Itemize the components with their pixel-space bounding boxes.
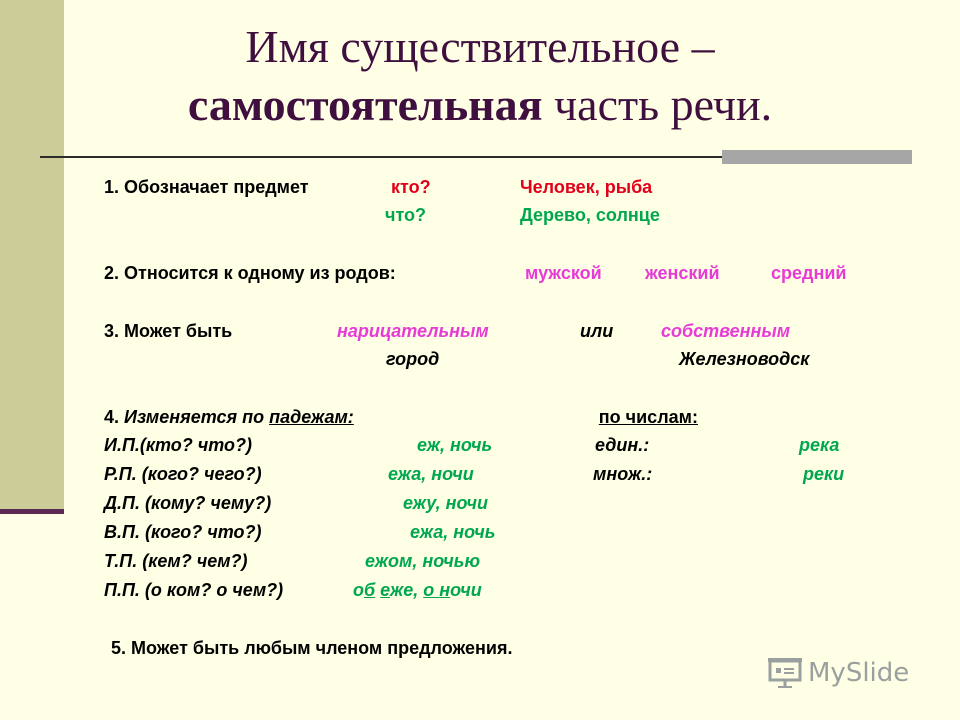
prep-part-d: е (380, 580, 390, 600)
common-noun-term: нарицательным (337, 321, 489, 341)
number-singular: един.: (595, 435, 650, 455)
proper-noun-example: Железноводск (679, 349, 810, 369)
case-genitive-example: ежа, ночи (388, 464, 474, 484)
presentation-board-icon (768, 658, 802, 688)
number-plural: множ.: (593, 464, 653, 484)
case-prepositional: П.П. (о ком? о чем?) (104, 580, 284, 600)
title-rest: часть речи. (542, 79, 773, 130)
divider-accent (722, 150, 912, 164)
point4-number: 4. (104, 407, 125, 427)
gender-neuter: средний (771, 263, 847, 283)
number-singular-example: река (799, 435, 840, 455)
title-bold-word: самостоятельная (187, 79, 543, 130)
case-genitive: Р.П. (кого? чего?) (104, 464, 262, 484)
myslide-watermark (768, 656, 909, 690)
point1-question-who: кто? (391, 177, 431, 197)
point1-question-what: что? (385, 205, 427, 225)
point4-changes: Изменяется по (124, 407, 270, 427)
prep-part-e: же, (389, 580, 424, 600)
point4-header (104, 406, 824, 428)
case-accusative-example: ежа, ночь (410, 522, 496, 542)
case-prepositional-example (353, 579, 482, 601)
point1-example-who: Человек, рыба (520, 177, 653, 197)
or-word: или (580, 321, 614, 341)
proper-noun-term: собственным (661, 321, 791, 341)
number-plural-example: реки (803, 464, 845, 484)
point5-label: 5. Может быть любым членом предложения. (111, 638, 513, 658)
case-instrumental: Т.П. (кем? чем?) (104, 551, 248, 571)
case-accusative: В.П. (кого? что?) (104, 522, 262, 542)
case-dative: Д.П. (кому? чему?) (104, 493, 272, 513)
prep-part-a: о (353, 580, 364, 600)
decorative-sidebar (0, 0, 64, 512)
watermark-text: MySlide (808, 658, 910, 688)
case-dative-example: ежу, ночи (403, 493, 489, 513)
prep-part-f: о (423, 580, 435, 600)
prep-part-h: н (439, 580, 451, 600)
point3-label: 3. Может быть (104, 321, 233, 341)
common-noun-example: город (386, 349, 440, 369)
point2-label: 2. Относится к одному из родов: (104, 263, 396, 283)
sidebar-cap-line (0, 509, 64, 514)
title-line-1: Имя существительное – (245, 21, 715, 72)
point1-label: 1. Обозначает предмет (104, 177, 309, 197)
prep-part-b: б (364, 580, 376, 600)
case-nominative-example: еж, ночь (417, 435, 493, 455)
gender-feminine: женский (645, 263, 720, 283)
case-instrumental-example: ежом, ночью (365, 551, 481, 571)
slide-title (60, 18, 900, 134)
prep-part-i: очи (450, 580, 482, 600)
point4-underline-gap (354, 406, 599, 428)
case-nominative: И.П.(кто? что?) (104, 435, 253, 455)
point1-example-what: Дерево, солнце (520, 205, 660, 225)
title-line-2 (60, 76, 900, 134)
gender-masculine: мужской (525, 263, 602, 283)
point4-cases-label: падежам: (269, 407, 354, 427)
point4-numbers-label: по числам: (598, 407, 698, 427)
